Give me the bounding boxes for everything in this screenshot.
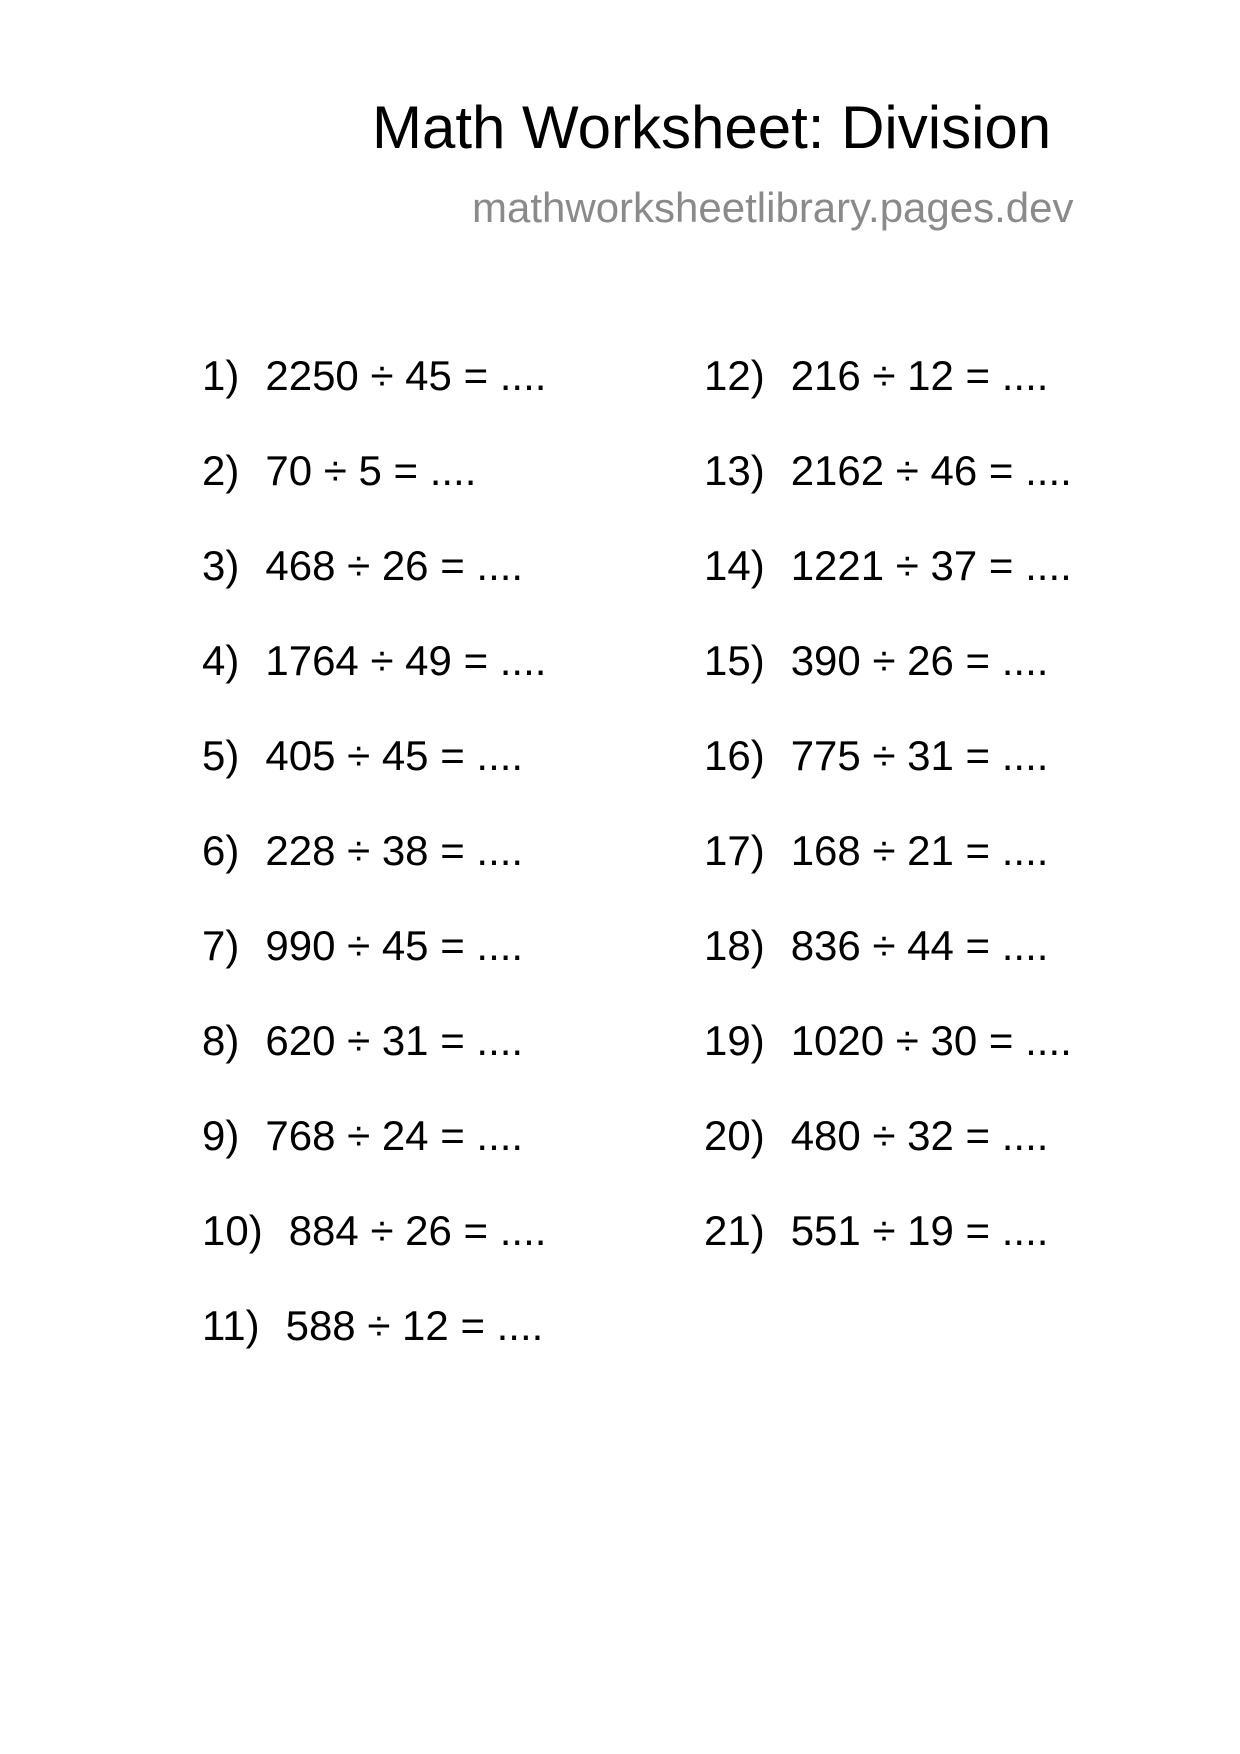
problem-number: 13) (704, 447, 765, 494)
problem-expression: 1020 ÷ 30 = .... (790, 1017, 1072, 1064)
problem-number: 12) (704, 352, 765, 399)
problem-number: 8) (202, 1017, 240, 1064)
problem-item (704, 1017, 1072, 1115)
problem-item (202, 637, 547, 735)
problem-expression: 480 ÷ 32 = .... (790, 1112, 1049, 1159)
problem-number: 5) (202, 732, 240, 779)
problem-item (202, 1207, 547, 1305)
problem-number: 20) (704, 1112, 765, 1159)
problem-expression: 168 ÷ 21 = .... (790, 827, 1049, 874)
problem-item (704, 1207, 1072, 1305)
problem-item (704, 732, 1072, 830)
problem-number: 7) (202, 922, 240, 969)
problem-expression: 1764 ÷ 49 = .... (265, 637, 547, 684)
problem-column-right (704, 352, 1072, 1305)
problem-number: 14) (704, 542, 765, 589)
problem-item (202, 1302, 546, 1400)
problem-number: 1) (202, 352, 240, 399)
problem-item (704, 922, 1072, 1020)
problem-expression: 768 ÷ 24 = .... (265, 1112, 524, 1159)
problem-number: 9) (202, 1112, 240, 1159)
problem-expression: 390 ÷ 26 = .... (790, 637, 1049, 684)
problem-number: 19) (704, 1017, 765, 1064)
problem-item (202, 732, 546, 830)
problem-number: 2) (202, 447, 240, 494)
problem-number: 21) (704, 1207, 765, 1254)
problem-expression: 551 ÷ 19 = .... (790, 1207, 1049, 1254)
problem-number: 4) (202, 637, 240, 684)
problem-expression: 216 ÷ 12 = .... (790, 352, 1049, 399)
problem-expression: 1221 ÷ 37 = .... (790, 542, 1072, 589)
problem-number: 6) (202, 827, 240, 874)
problem-item (704, 447, 1072, 545)
problem-expression: 620 ÷ 31 = .... (265, 1017, 524, 1064)
worksheet-source-url: mathworksheetlibrary.pages.dev (472, 184, 1074, 231)
worksheet-title: Math Worksheet: Division (372, 94, 1052, 161)
problem-expression: 2162 ÷ 46 = .... (790, 447, 1072, 494)
problem-number: 16) (704, 732, 765, 779)
problem-item (202, 1017, 546, 1115)
problem-item (202, 827, 546, 925)
problem-expression: 70 ÷ 5 = .... (265, 447, 477, 494)
problem-item (704, 637, 1072, 735)
problem-item (704, 1112, 1072, 1210)
problem-item (202, 922, 546, 1020)
problem-expression: 588 ÷ 12 = .... (285, 1302, 544, 1349)
problem-item (704, 827, 1072, 925)
problem-expression: 884 ÷ 26 = .... (288, 1207, 547, 1254)
problem-number: 11) (202, 1302, 260, 1349)
problem-item (202, 352, 547, 450)
problem-expression: 2250 ÷ 45 = .... (265, 352, 547, 399)
problem-expression: 405 ÷ 45 = .... (265, 732, 524, 779)
problem-expression: 836 ÷ 44 = .... (790, 922, 1049, 969)
problem-item (202, 447, 546, 545)
problem-expression: 468 ÷ 26 = .... (265, 542, 524, 589)
problem-item (202, 1112, 546, 1210)
problem-expression: 775 ÷ 31 = .... (790, 732, 1049, 779)
problem-number: 17) (704, 827, 765, 874)
problem-column-left (202, 352, 547, 1400)
problem-expression: 228 ÷ 38 = .... (265, 827, 524, 874)
problem-number: 15) (704, 637, 765, 684)
problem-number: 3) (202, 542, 240, 589)
problem-item (202, 542, 546, 640)
problem-expression: 990 ÷ 45 = .... (265, 922, 524, 969)
problem-item (704, 542, 1072, 640)
problem-number: 18) (704, 922, 765, 969)
problem-item (704, 352, 1072, 450)
problem-number: 10) (202, 1207, 263, 1254)
